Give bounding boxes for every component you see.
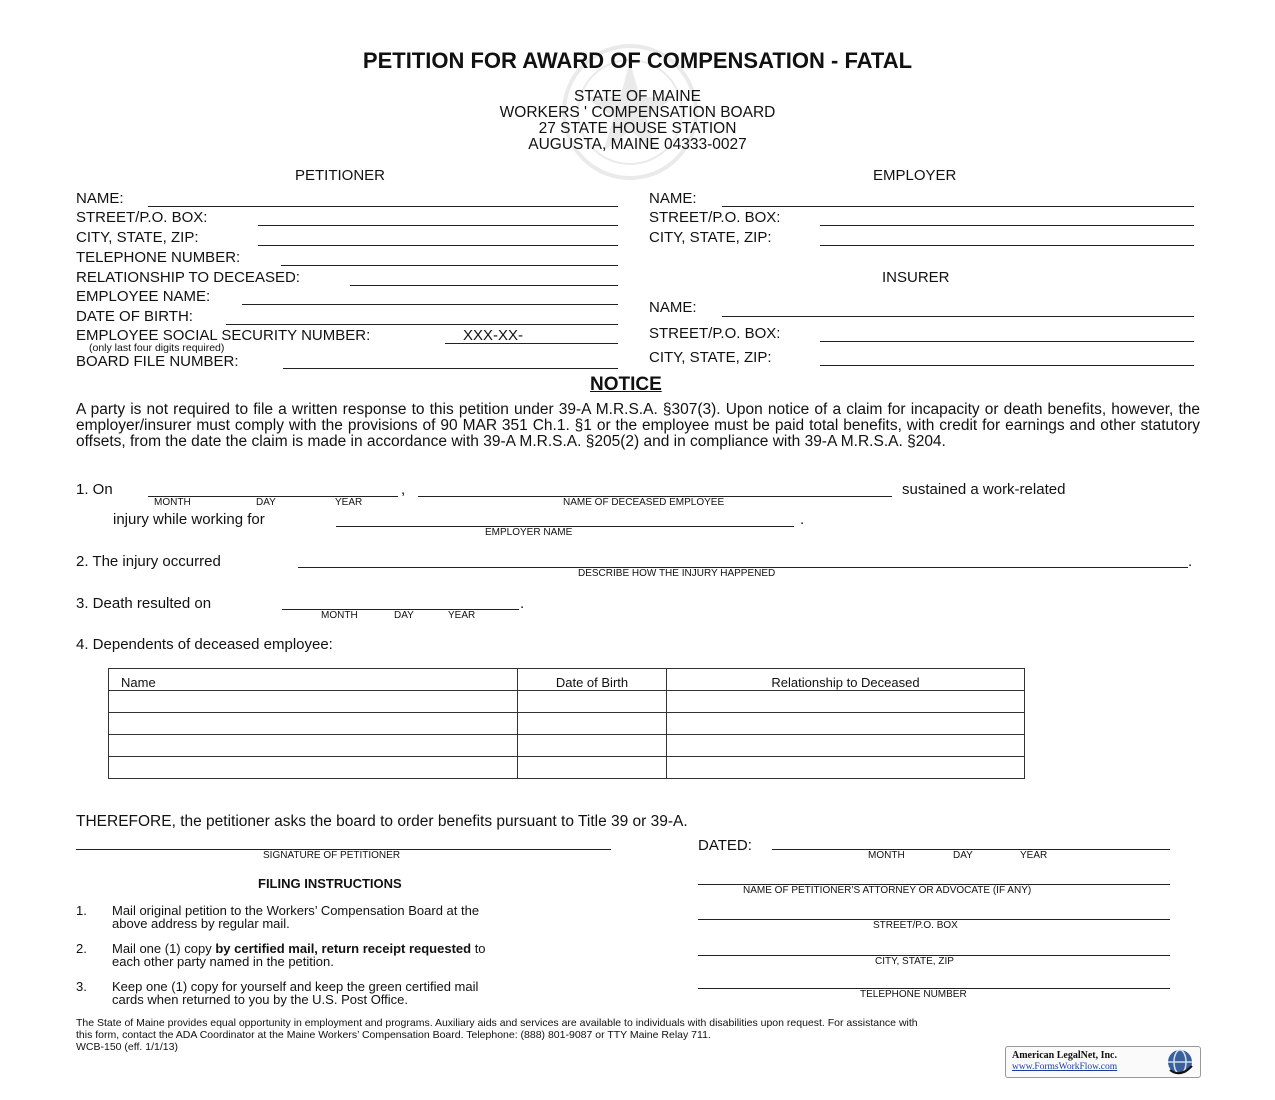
- dated-label: DATED:: [698, 837, 752, 854]
- table-row: [109, 735, 1025, 757]
- death-month-caption: MONTH: [321, 610, 358, 621]
- dependent-dob-cell[interactable]: [518, 691, 667, 713]
- item-1-period: .: [800, 511, 805, 528]
- attorney-street-caption: STREET/P.O. BOX: [873, 920, 958, 931]
- petitioner-street-field[interactable]: [258, 225, 618, 226]
- filing-2-line-2: each other party named in the petition.: [112, 954, 334, 969]
- dependents-table: [108, 668, 1025, 779]
- filing-1-number: 1.: [76, 903, 87, 918]
- petitioner-city-label: CITY, STATE, ZIP:: [76, 229, 199, 246]
- employer-name-label: NAME:: [649, 190, 697, 207]
- filing-1-line-2: above address by regular mail.: [112, 916, 290, 931]
- logo-url[interactable]: www.FormsWorkFlow.com: [1012, 1062, 1118, 1072]
- board-file-label: BOARD FILE NUMBER:: [76, 353, 239, 370]
- insurer-name-field[interactable]: [722, 316, 1194, 317]
- header-address-2: AUGUSTA, MAINE 04333-0027: [528, 136, 747, 153]
- item-2-period: .: [1188, 553, 1193, 570]
- dated-year-caption: YEAR: [1020, 850, 1048, 861]
- filing-3-line-2: cards when returned to you by the U.S. Post Office.: [112, 992, 409, 1007]
- attorney-city-caption: CITY, STATE, ZIP: [875, 956, 954, 967]
- header-state: STATE OF MAINE: [574, 88, 701, 105]
- employee-name-field[interactable]: [242, 304, 618, 305]
- americanlegalnet-logo[interactable]: [1005, 1046, 1201, 1078]
- injury-month-caption: MONTH: [154, 497, 191, 508]
- filing-3-line-1: Keep one (1) copy for yourself and keep the green certified mail: [112, 979, 479, 994]
- employer-heading: EMPLOYER: [873, 167, 957, 184]
- filing-2-certified: by certified mail, return receipt requested: [215, 941, 472, 956]
- employer-street-label: STREET/P.O. BOX:: [649, 209, 781, 226]
- signature-caption: SIGNATURE OF PETITIONER: [263, 850, 401, 861]
- dependent-relationship-cell[interactable]: [667, 713, 1025, 735]
- col-dob-header: Date of Birth: [518, 669, 667, 691]
- form-id: WCB-150 (eff. 1/1/13): [76, 1041, 178, 1053]
- col-name-header: Name: [109, 669, 518, 691]
- filing-heading: FILING INSTRUCTIONS: [258, 876, 402, 891]
- relationship-label: RELATIONSHIP TO DECEASED:: [76, 269, 300, 286]
- form-title: PETITION FOR AWARD OF COMPENSATION - FATAL: [362, 48, 913, 73]
- logo-company-name: American LegalNet, Inc.: [1012, 1050, 1117, 1061]
- globe-icon: [1166, 1048, 1194, 1076]
- employer-name-caption: EMPLOYER NAME: [485, 527, 573, 538]
- therefore-text: THEREFORE, the petitioner asks the board to order benefits pursuant to Title 39 or 39-A.: [76, 813, 688, 830]
- ssn-field[interactable]: [445, 343, 618, 344]
- dependent-dob-cell[interactable]: [518, 757, 667, 779]
- sustained-text: sustained a work-related: [902, 481, 1066, 498]
- employer-name-field[interactable]: [722, 206, 1194, 207]
- notice-body: A party is not required to file a written response to this petition under 39-A M.R.S.A. §307(3). Upon notice of a claim for incapacity or death benefits, however, the employer/insurer must comply with the provisions of 90 MAR 351 Ch.1. §1 or the employee must be paid total benefits, with credit for earnings and other statutory offsets, from the date the claim is made in accordance with 39-A M.R.S.A. §205(2) and in compliance with 39-A M.R.S.A. §204.: [76, 401, 1200, 450]
- employer-street-field[interactable]: [820, 225, 1194, 226]
- dependent-relationship-cell[interactable]: [667, 757, 1025, 779]
- col-relationship-header: Relationship to Deceased: [667, 669, 1025, 691]
- item-1-comma: ,: [401, 481, 406, 498]
- dependent-relationship-cell[interactable]: [667, 735, 1025, 757]
- petitioner-phone-label: TELEPHONE NUMBER:: [76, 249, 241, 266]
- header-board: WORKERS ' COMPENSATION BOARD: [499, 104, 776, 121]
- dependent-relationship-cell[interactable]: [667, 691, 1025, 713]
- filing-1-line-1: Mail original petition to the Workers’ Compensation Board at the: [112, 903, 480, 918]
- filing-3-number: 3.: [76, 979, 87, 994]
- injury-working-text: injury while working for: [113, 511, 265, 528]
- filing-2-number: 2.: [76, 941, 87, 956]
- dependent-name-cell[interactable]: [109, 691, 518, 713]
- footer-line-2: this form, contact the ADA Coordinator at the Maine Workers’ Compensation Board. Telephone: (888) 801-9087 or TTY Maine Relay 711.: [76, 1029, 711, 1041]
- dob-label: DATE OF BIRTH:: [76, 308, 193, 325]
- dependent-name-cell[interactable]: [109, 757, 518, 779]
- item-4-label: 4. Dependents of deceased employee:: [76, 636, 333, 653]
- table-row: [109, 713, 1025, 735]
- table-header-row: [109, 669, 1025, 691]
- deceased-name-caption: NAME OF DECEASED EMPLOYEE: [563, 497, 725, 508]
- dependent-dob-cell[interactable]: [518, 735, 667, 757]
- petitioner-name-field[interactable]: [148, 206, 618, 207]
- filing-2-text: Mail one (1) copy: [112, 941, 216, 956]
- ssn-note: (only last four digits required): [89, 342, 225, 354]
- injury-year-caption: YEAR: [335, 497, 363, 508]
- dependent-name-cell[interactable]: [109, 713, 518, 735]
- insurer-street-label: STREET/P.O. BOX:: [649, 325, 781, 342]
- table-row: [109, 691, 1025, 713]
- ssn-label: EMPLOYEE SOCIAL SECURITY NUMBER:: [76, 327, 371, 344]
- employer-city-field[interactable]: [820, 245, 1194, 246]
- relationship-field[interactable]: [350, 285, 618, 286]
- insurer-heading: INSURER: [882, 269, 950, 286]
- death-day-caption: DAY: [394, 610, 414, 621]
- dependent-dob-cell[interactable]: [518, 713, 667, 735]
- petitioner-heading: PETITIONER: [295, 167, 386, 184]
- header-address-1: 27 STATE HOUSE STATION: [538, 120, 737, 137]
- insurer-city-label: CITY, STATE, ZIP:: [649, 349, 772, 366]
- item-3-label: 3. Death resulted on: [76, 595, 212, 612]
- notice-heading: NOTICE: [590, 374, 662, 395]
- table-row: [109, 757, 1025, 779]
- item-2-label: 2. The injury occurred: [76, 553, 221, 570]
- insurer-name-label: NAME:: [649, 299, 697, 316]
- filing-2-tail: to: [471, 941, 486, 956]
- ssn-value: XXX-XX-: [463, 327, 524, 344]
- petitioner-phone-field[interactable]: [281, 265, 618, 266]
- board-file-field[interactable]: [283, 368, 618, 369]
- attorney-name-caption: NAME OF PETITIONER’S ATTORNEY OR ADVOCATE (IF ANY): [743, 885, 1032, 896]
- dated-month-caption: MONTH: [868, 850, 905, 861]
- petitioner-name-label: NAME:: [76, 190, 124, 207]
- insurer-city-field[interactable]: [820, 365, 1194, 366]
- injury-day-caption: DAY: [256, 497, 276, 508]
- employer-city-label: CITY, STATE, ZIP:: [649, 229, 772, 246]
- petitioner-street-label: STREET/P.O. BOX:: [76, 209, 208, 226]
- insurer-street-field[interactable]: [820, 341, 1194, 342]
- employee-name-label: EMPLOYEE NAME:: [76, 288, 211, 305]
- dependent-name-cell[interactable]: [109, 735, 518, 757]
- attorney-phone-caption: TELEPHONE NUMBER: [860, 989, 967, 1000]
- item-1-label: 1. On: [76, 481, 113, 498]
- death-year-caption: YEAR: [448, 610, 476, 621]
- petitioner-city-field[interactable]: [258, 245, 618, 246]
- dated-day-caption: DAY: [953, 850, 973, 861]
- describe-caption: DESCRIBE HOW THE INJURY HAPPENED: [578, 568, 776, 579]
- item-3-period: .: [520, 595, 525, 612]
- dob-field[interactable]: [226, 324, 618, 325]
- footer-line-1: The State of Maine provides equal opportunity in employment and programs. Auxiliary aids and services are available to individuals with disabilities upon request. For assistance with: [76, 1017, 918, 1029]
